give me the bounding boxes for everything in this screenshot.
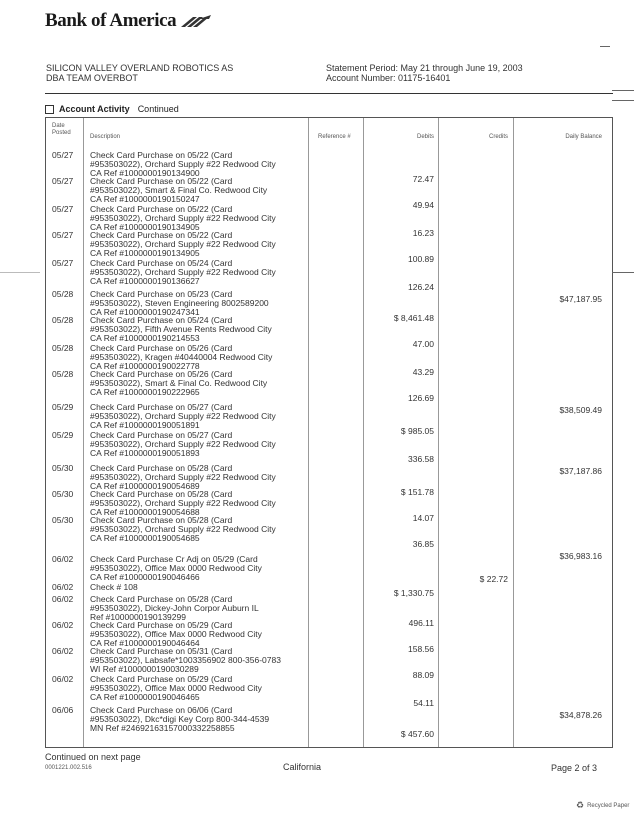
row-date: 06/02 [52,620,74,630]
row-debit: 100.89 [408,254,434,264]
row-description-line: Check Card Purchase on 05/24 (Card [90,258,233,268]
row-description-line: Check # 108 [90,582,138,592]
flag-icon [179,13,213,29]
row-date: 05/27 [52,258,74,268]
row-daily-balance: $38,509.49 [559,405,602,415]
row-debit: 49.94 [412,200,434,210]
row-description-line: #953503022), Office Max 0000 Redwood City [90,629,262,639]
row-description-line: CA Ref #1000000190022778 [90,361,200,371]
row-description-line: #953503022), Dickey-John Corpor Auburn IL [90,603,259,613]
row-description-line: Ref #1000000190139299 [90,612,186,622]
row-description-line: Check Card Purchase on 05/28 (Card [90,515,233,525]
bank-name: Bank of America [45,10,177,31]
row-debit: 72.47 [412,174,434,184]
row-description-line: #953503022), Smart & Final Co. Redwood City [90,378,268,388]
row-description-line: #953503022), Orchard Supply #22 Redwood City [90,239,276,249]
row-debit: 496.11 [408,618,434,628]
row-description-line: CA Ref #1000000190054689 [90,481,200,491]
column-divider [438,118,439,747]
row-description-line: #953503022), Orchard Supply #22 Redwood City [90,524,276,534]
row-date: 05/27 [52,230,74,240]
row-debit: 14.07 [412,513,434,523]
row-date: 06/02 [52,582,74,592]
row-description-line: CA Ref #1000000190134905 [90,248,200,258]
row-description-line: Check Card Purchase on 05/27 (Card [90,402,233,412]
customer-name-block [46,63,233,83]
row-date: 05/28 [52,343,74,353]
row-date: 05/30 [52,489,74,499]
row-description-line: CA Ref #1000000190051893 [90,448,200,458]
col-header-date-line1: Date [52,123,65,129]
row-description-line: CA Ref #1000000190046464 [90,638,200,648]
row-description-line: #953503022), Kragen #40440004 Redwood City [90,352,273,362]
row-description-line: Check Card Purchase on 05/26 (Card [90,369,233,379]
row-description-line: Check Card Purchase on 05/28 (Card [90,594,233,604]
row-description-line: Check Card Purchase on 05/22 (Card [90,204,233,214]
col-header-credits: Credits [488,134,508,140]
row-debit: 54.11 [413,698,434,708]
row-date: 05/29 [52,402,74,412]
row-debit: 126.24 [408,282,434,292]
row-description-line: Check Card Purchase on 05/22 (Card [90,176,233,186]
footer-state: California [283,762,322,772]
row-description-line: #953503022), Orchard Supply #22 Redwood City [90,439,276,449]
row-date: 05/27 [52,176,74,186]
row-description-line: #953503022), Orchard Supply #22 Redwood City [90,472,276,482]
row-description-line: CA Ref #1000000190150247 [90,194,200,204]
row-date: 05/28 [52,289,74,299]
row-debit: $ 8,461.48 [393,313,434,323]
row-debit: 36.85 [412,539,434,549]
row-daily-balance: $47,187.95 [559,294,602,304]
margin-mark [600,46,610,47]
row-description-line: CA Ref #1000000190054685 [90,533,200,543]
row-description-line: #953503022), Orchard Supply #22 Redwood City [90,411,276,421]
row-date: 06/06 [52,705,74,715]
row-debit: $ 151.78 [400,487,434,497]
row-description-line: CA Ref #1000000190051891 [90,420,200,430]
col-header-debits: Debits [416,134,434,140]
statement-period: Statement Period: May 21 through June 19, 2003 [326,63,523,73]
page-number: Page 2 of 3 [551,763,598,773]
row-description-line: MN Ref #24692163157000332258855 [90,723,235,733]
row-description-line: Check Card Purchase on 05/27 (Card [90,430,233,440]
row-description-line: CA Ref #1000000190134900 [90,168,200,178]
row-date: 05/30 [52,463,74,473]
activity-table [45,117,613,748]
row-description-line: Check Card Purchase on 05/22 (Card [90,150,233,160]
row-description-line: #953503022), Office Max 0000 Redwood City [90,683,262,693]
row-debit: 16.23 [412,228,434,238]
col-header-date-line2: Posted [52,130,71,136]
row-description-line: Check Card Purchase on 05/31 (Card [90,646,233,656]
column-divider [308,118,309,747]
row-description-line: Check Card Purchase on 05/26 (Card [90,343,233,353]
row-description-line: Check Card Purchase on 05/24 (Card [90,315,233,325]
row-daily-balance: $37,187.86 [559,466,602,476]
column-divider [83,118,84,747]
row-date: 06/02 [52,674,74,684]
account-number: Account Number: 01175-16401 [326,73,451,83]
row-date: 05/27 [52,150,74,160]
row-description-line: Check Card Purchase on 05/29 (Card [90,674,233,684]
row-debit: $ 457.60 [400,729,434,739]
section-continued: Continued [137,104,179,114]
row-date: 05/28 [52,369,74,379]
statement-info-block [326,63,523,83]
row-description-line: CA Ref #1000000190046466 [90,572,200,582]
row-debit: 47.00 [412,339,434,349]
row-description-line: Check Card Purchase on 05/22 (Card [90,230,233,240]
recycled-paper-mark [576,800,629,811]
row-date: 05/28 [52,315,74,325]
col-header-date [52,123,71,137]
row-daily-balance: $36,983.16 [559,551,602,561]
row-daily-balance: $34,878.26 [559,710,602,720]
row-description-line: Check Card Purchase on 05/29 (Card [90,620,233,630]
col-header-reference: Reference # [318,134,351,140]
row-description-line: CA Ref #1000000190214553 [90,333,200,343]
row-debit: 43.29 [412,367,434,377]
margin-mark [0,272,40,273]
row-date: 05/29 [52,430,74,440]
row-description-line: #953503022), Orchard Supply #22 Redwood City [90,267,276,277]
checkbox-icon [45,105,54,114]
row-description-line: #953503022), Office Max 0000 Redwood City [90,563,262,573]
row-date: 05/27 [52,204,74,214]
column-divider [513,118,514,747]
row-description-line: CA Ref #1000000190134905 [90,222,200,232]
section-title [45,104,179,114]
row-description-line: CA Ref #1000000190247341 [90,307,200,317]
row-date: 06/02 [52,554,74,564]
section-title-text: Account Activity [59,104,130,114]
customer-line-2: DBA TEAM OVERBOT [46,73,138,83]
row-date: 06/02 [52,594,74,604]
col-header-description: Description [90,134,121,140]
margin-mark [612,90,634,91]
continued-note: Continued on next page [45,752,141,762]
row-description-line: #953503022), Orchard Supply #22 Redwood City [90,213,276,223]
row-debit: 158.56 [408,644,434,654]
column-divider [363,118,364,747]
document-code: 0001221.002.516 [45,765,92,771]
row-description-line: Check Card Purchase on 05/28 (Card [90,489,233,499]
row-description-line: #953503022), Smart & Final Co. Redwood City [90,185,268,195]
row-description-line: CA Ref #1000000190046465 [90,692,200,702]
row-description-line: #953503022), Labsafe*1003356902 800-356-0783 [90,655,281,665]
row-description-line: #953503022), Orchard Supply #22 Redwood City [90,159,276,169]
row-credit: $ 22.72 [479,574,508,584]
bank-logo [45,10,213,32]
col-header-balance: Daily Balance [565,134,602,140]
row-debit: 336.58 [408,454,434,464]
row-description-line: Check Card Purchase on 05/28 (Card [90,463,233,473]
row-description-line: Check Card Purchase on 06/06 (Card [90,705,233,715]
recycle-icon: ♻ [576,800,585,810]
row-debit: 88.09 [412,670,434,680]
margin-mark [612,100,634,101]
row-description-line: Check Card Purchase on 05/23 (Card [90,289,233,299]
row-description-line: Check Card Purchase Cr Adj on 05/29 (Card [90,554,258,564]
row-description-line: WI Ref #1000000190030289 [90,664,199,674]
row-date: 05/30 [52,515,74,525]
row-description-line: CA Ref #1000000190222965 [90,387,200,397]
recycled-paper-label: Recycled Paper [587,802,630,809]
row-description-line: CA Ref #1000000190136627 [90,276,200,286]
row-description-line: CA Ref #1000000190054688 [90,507,200,517]
row-date: 06/02 [52,646,74,656]
row-debit: 126.69 [408,393,434,403]
row-description-line: #953503022), Steven Engineering 8002589200 [90,298,269,308]
row-debit: $ 1,330.75 [393,588,434,598]
margin-mark [612,272,634,273]
customer-line-1: SILICON VALLEY OVERLAND ROBOTICS AS [46,63,234,73]
row-description-line: #953503022), Orchard Supply #22 Redwood City [90,498,276,508]
row-debit: $ 985.05 [400,426,434,436]
row-description-line: #953503022), Fifth Avenue Rents Redwood City [90,324,272,334]
header-divider [45,93,613,94]
row-description-line: #953503022), Dkc*digi Key Corp 800-344-4539 [90,714,270,724]
